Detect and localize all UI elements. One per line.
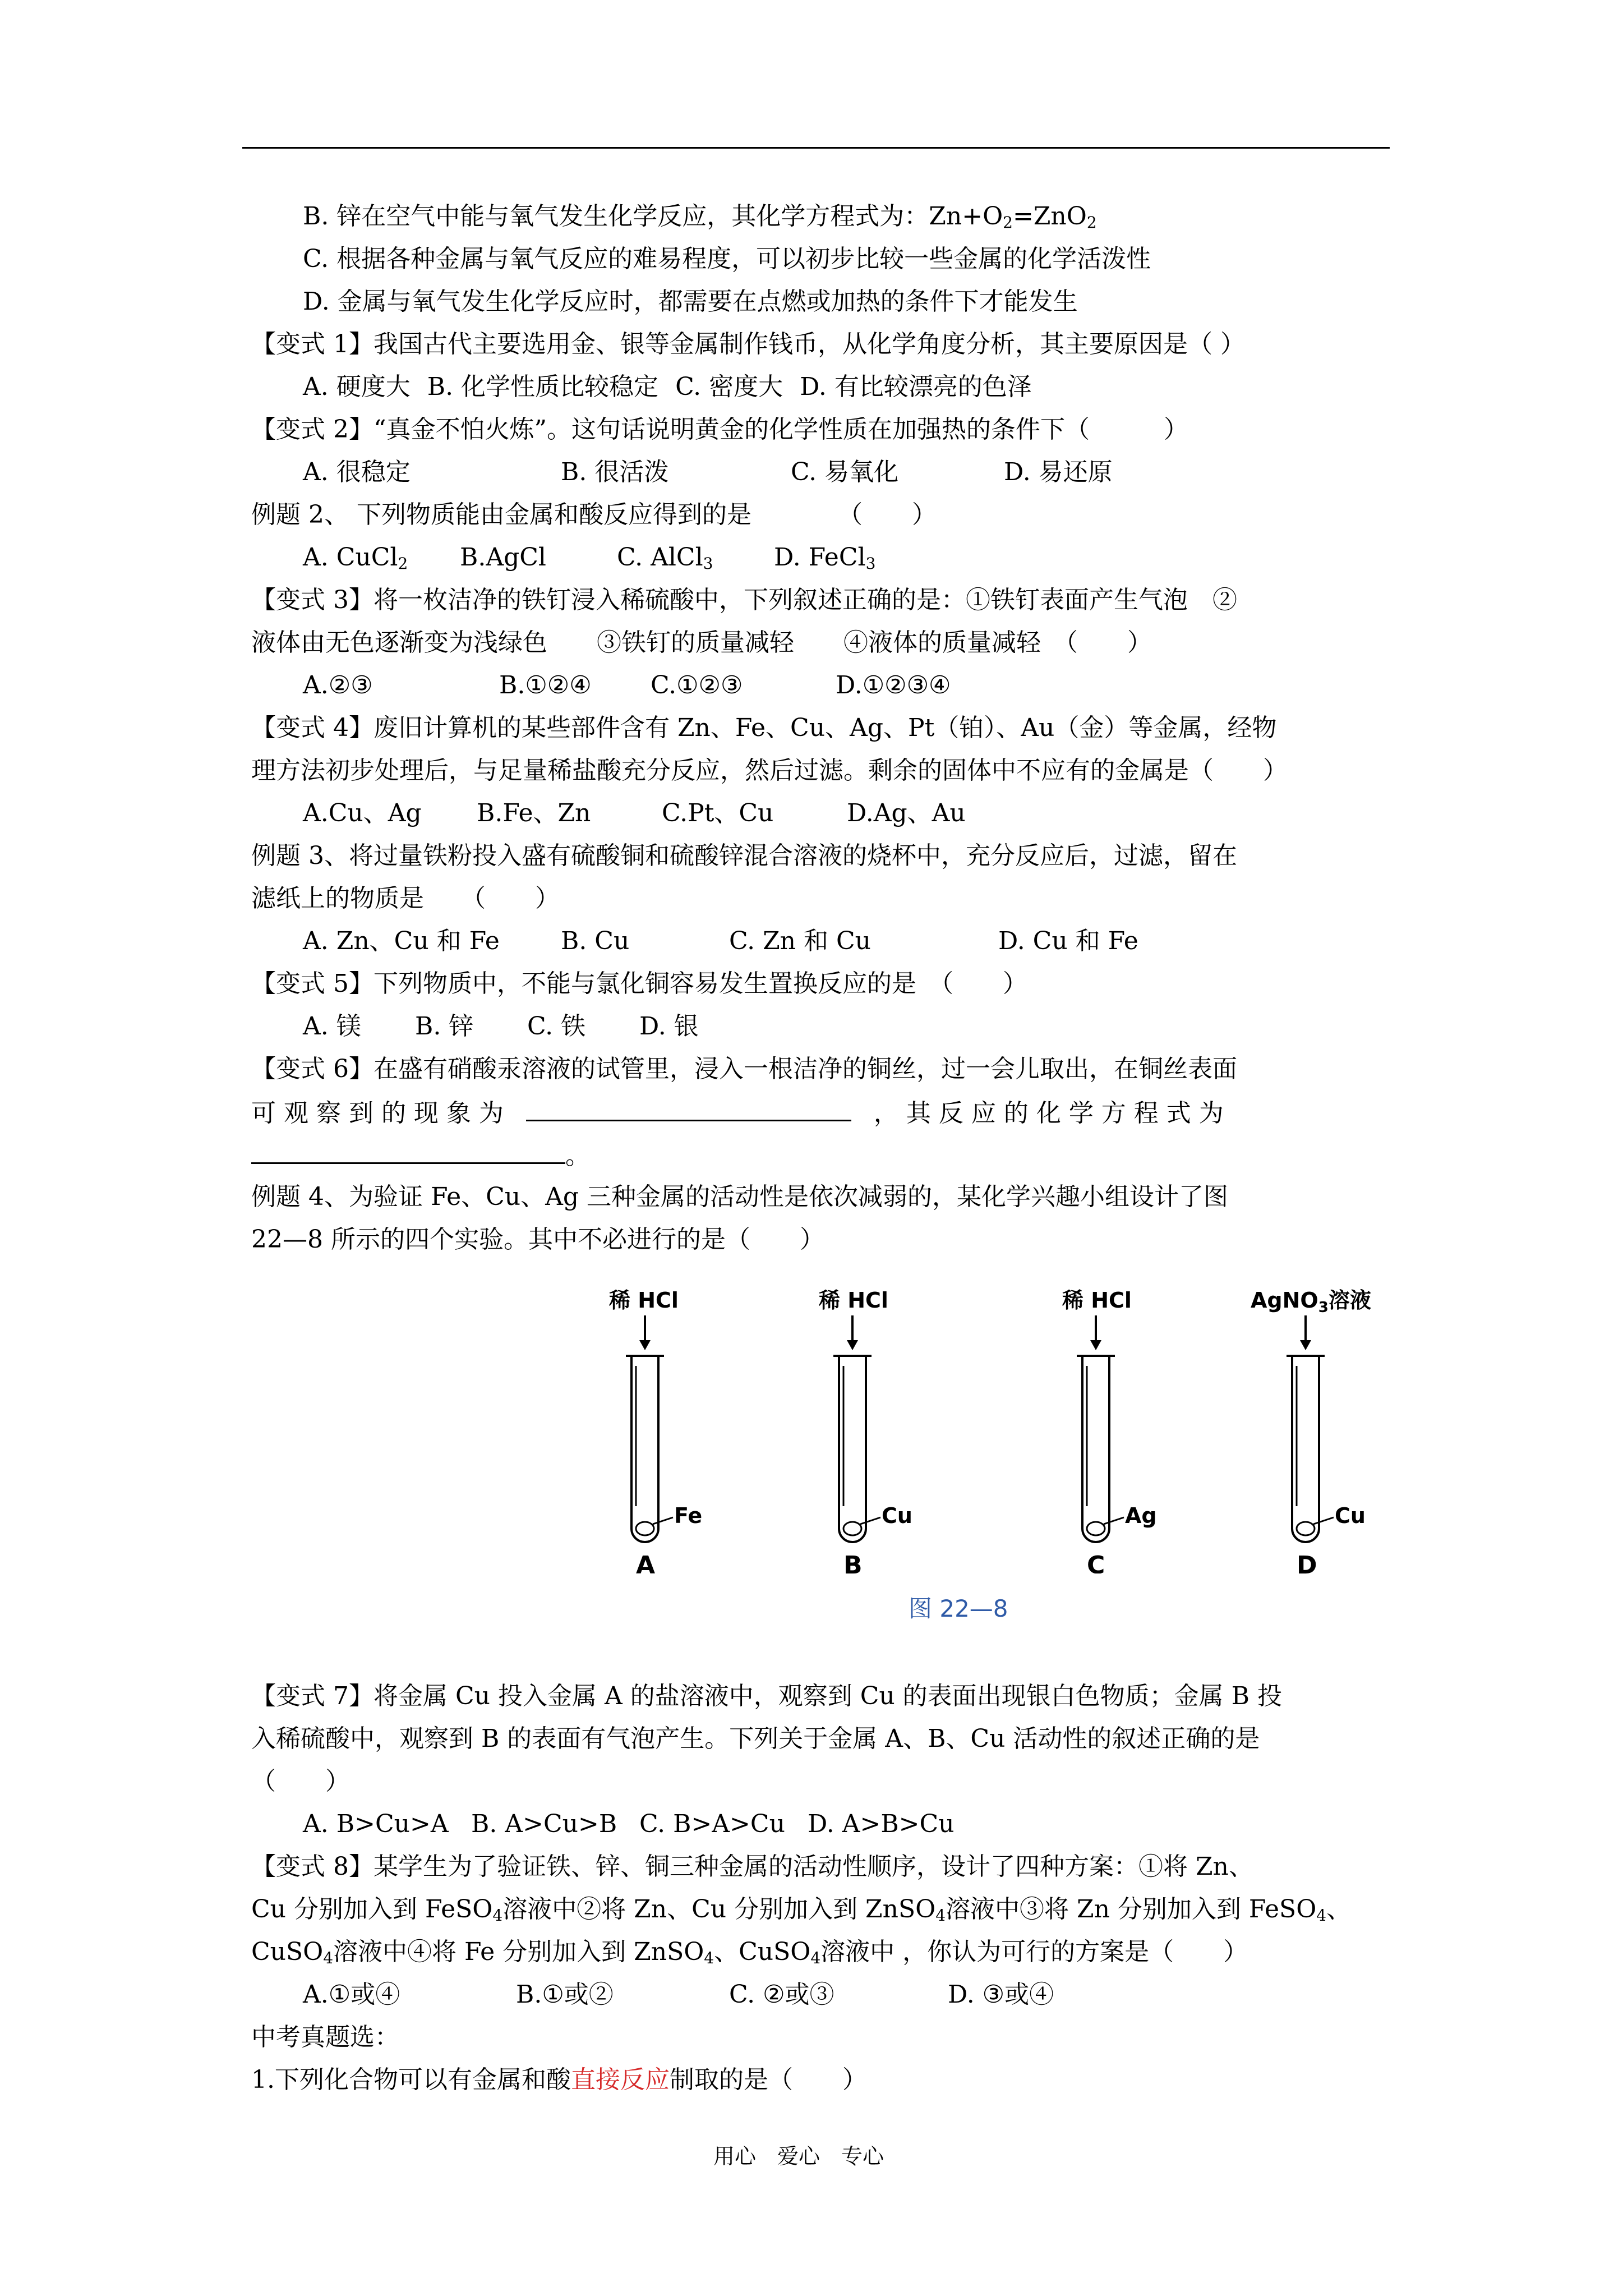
variant-4-question-line1: 【 变式 4 】 废旧计算机的某些部件含有 Zn、Fe、Cu、Ag、Pt（铂）、Au（金）等金属，经物	[251, 711, 1276, 745]
variant-5-question: 【 变式 5 】 下列物质中，不能与氯化铜容易发生置换反应的是 （ ）	[251, 967, 1027, 1001]
reagent-label-c: 稀 HCl	[1062, 1288, 1132, 1313]
variant-3-options: A.②③ B.①②④ C.①②③ D.①②③④	[303, 671, 951, 700]
example-3-question-line2: 滤纸上的物质是 （ ）	[251, 884, 560, 913]
variant-3-question-line1: 【 变式 3 】 将一枚洁净的铁钉浸入稀硫酸中，下列叙述正确的是：①铁钉表面产生气泡 ②	[251, 583, 1237, 617]
option-c-line: C. 根据各种金属与氧气反应的难易程度，可以初步比较一些金属的化学活泼性	[303, 245, 1151, 273]
example-4-question-line2: 22—8 所示的四个实验。其中不必进行的是（ ）	[251, 1225, 824, 1254]
figure-test-tubes	[594, 1282, 1402, 1573]
page-footer: 用心 爱心 专心	[713, 2144, 884, 2169]
variant-7-question-line3: （ ）	[251, 1767, 350, 1796]
exam-section-title: 中考真题选：	[251, 2023, 399, 2051]
example-3-options: A. Zn、Cu 和 Fe B. Cu C. Zn 和 Cu D. Cu 和 Fe	[303, 927, 1138, 955]
variant-8-question-line3: CuSO$_4$溶液中④将 Fe 分别加入到 ZnSO$_4$、CuSO$_4$溶液中 ，你认为可行的方案是（ ）	[251, 1938, 1248, 1967]
test-tube-b	[818, 1288, 912, 1573]
test-tube-a	[608, 1288, 702, 1573]
variant-4-question-line2: 理方法初步处理后，与足量稀盐酸充分反应，然后过滤。剩余的固体中不应有的金属是（ ）	[251, 756, 1288, 785]
tube-letter-c: C	[1087, 1551, 1105, 1573]
reagent-label-d: AgNO$_3$溶液	[1251, 1288, 1371, 1316]
variant-6-question-line2: 可 观 察 到 的 现 象 为 ， 其 反 应 的 化 学 方 程 式 为	[251, 1095, 1224, 1129]
answer-blank-phenomenon[interactable]	[526, 1095, 851, 1121]
variant-2-options: A. 很稳定 B. 很活泼 C. 易氧化 D. 易还原	[303, 458, 1113, 486]
option-d-line: D. 金属与氧气发生化学反应时，都需要在点燃或加热的条件下才能发生	[303, 287, 1078, 316]
variant-4-options: A.Cu、Ag B.Fe、Zn C.Pt、Cu D.Ag、Au	[303, 799, 966, 827]
variant-8-options: A.①或④ B.①或② C. ②或③ D. ③或④	[303, 1980, 1054, 2009]
variant-7-options: A. B>Cu>A B. A>Cu>B C. B>A>Cu D. A>B>Cu	[303, 1810, 955, 1838]
tube-letter-b: B	[843, 1551, 863, 1573]
variant-1-options: A. 硬度大 B. 化学性质比较稳定 C. 密度大 D. 有比较漂亮的色泽	[303, 372, 1032, 401]
tube-letter-a: A	[636, 1551, 656, 1573]
example-4-question-line1: 例题 4、为验证 Fe、Cu、Ag 三种金属的活动性是依次减弱的，某化学兴趣小组设计了图	[251, 1182, 1229, 1211]
example-2-options: A. CuCl$_2$ B.AgCl C. AlCl$_3$ D. FeCl$_3$	[303, 543, 876, 573]
example-3-question-line1: 例题 3、将过量铁粉投入盛有硫酸铜和硫酸锌混合溶液的烧杯中，充分反应后，过滤，留在	[251, 841, 1237, 870]
figure-caption: 图 22—8	[909, 1595, 1008, 1622]
metal-label-c: Ag	[1125, 1503, 1157, 1528]
variant-7-question-line1: 【 变式 7 】 将金属 Cu 投入金属 A 的盐溶液中，观察到 Cu 的表面出现银白色物质；金属 B 投	[251, 1680, 1282, 1713]
variant-8-question-line2: Cu 分别加入到 FeSO$_4$溶液中②将 Zn、Cu 分别加入到 ZnSO$_4$溶液中③将 Zn 分别加入到 FeSO$_4$、	[251, 1895, 1352, 1925]
variant-3-question-line2: 液体由无色逐渐变为浅绿色 ③铁钉的质量减轻 ④液体的质量减轻 （ ）	[251, 628, 1152, 657]
variant-2-question: 【 变式 2 】 “真金不怕火炼”。这句话说明黄金的化学性质在加强热的条件下（ ）	[251, 413, 1188, 447]
variant-6-question-line3: 。	[251, 1138, 590, 1171]
exam-question-1: 1.下列化合物可以有金属和酸直接反应制取的是（ ）	[251, 2065, 867, 2094]
test-tube-d	[1251, 1288, 1371, 1573]
reagent-label-b: 稀 HCl	[819, 1288, 888, 1313]
variant-1-question: 【 变式 1 】 我国古代主要选用金、银等金属制作钱币，从化学角度分析，其主要原因是（ ）	[251, 328, 1245, 361]
reagent-label-a: 稀 HCl	[609, 1288, 679, 1313]
answer-blank-equation[interactable]	[251, 1138, 565, 1164]
variant-5-options: A. 镁 B. 锌 C. 铁 D. 银	[303, 1012, 699, 1041]
header-rule	[242, 147, 1390, 149]
tube-letter-d: D	[1297, 1551, 1317, 1573]
metal-label-b: Cu	[882, 1503, 912, 1528]
example-2-question: 例题 2、 下列物质能由金属和酸反应得到的是 （ ）	[251, 500, 937, 529]
test-tube-c	[1062, 1288, 1157, 1573]
option-b-line: B. 锌在空气中能与氧气发生化学反应，其化学方程式为：$Zn+O_2=ZnO_2$	[303, 202, 1097, 232]
variant-7-question-line2: 入稀硫酸中，观察到 B 的表面有气泡产生。下列关于金属 A、B、Cu 活动性的叙述正确的是	[251, 1724, 1260, 1753]
metal-label-d: Cu	[1335, 1503, 1366, 1528]
metal-label-a: Fe	[674, 1503, 703, 1528]
highlighted-phrase: 直接反应	[570, 2065, 670, 2094]
variant-8-question-line1: 【 变式 8 】 某学生为了验证铁、锌、铜三种金属的活动性顺序，设计了四种方案：①将 Zn、	[251, 1850, 1253, 1884]
variant-6-question-line1: 【 变式 6 】 在盛有硝酸汞溶液的试管里，浸入一根洁净的铜丝，过一会儿取出，在铜丝表面	[251, 1052, 1237, 1086]
